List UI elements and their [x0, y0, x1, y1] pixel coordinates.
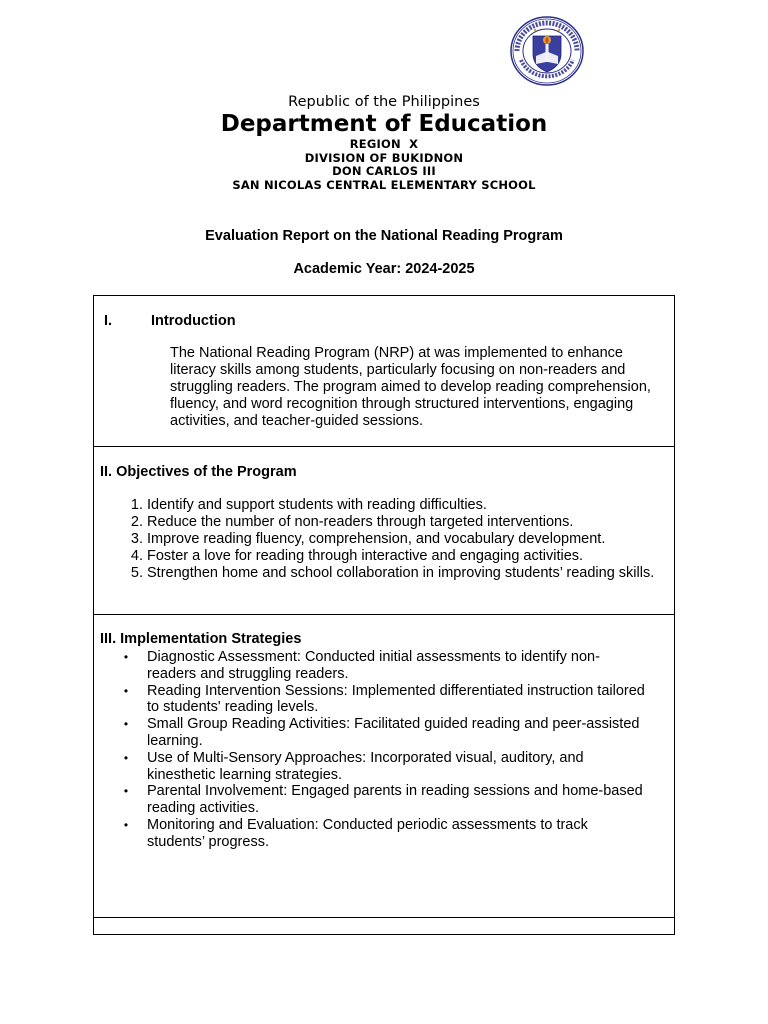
report-table — [93, 295, 675, 935]
strategy-text: Small Group Reading Activities: Facilitated guided reading and peer-assisted learning. — [147, 716, 640, 749]
objective-number: 2. — [130, 514, 143, 530]
objective-text: Reduce the number of non-readers through targeted interventions. — [147, 514, 574, 530]
strategy-text: Use of Multi-Sensory Approaches: Incorporated visual, auditory, and kinesthetic learning strategies. — [147, 749, 584, 783]
objective-text: Strengthen home and school collaboration in improving students’ reading skills. — [147, 565, 655, 581]
objective-item — [130, 531, 659, 548]
strategy-text: Monitoring and Evaluation: Conducted periodic assessments to track students’ progress. — [147, 816, 588, 850]
objective-text: Identify and support students with reading difficulties. — [147, 497, 487, 513]
strategy-item — [123, 783, 647, 817]
introduction-heading: Introduction — [151, 313, 236, 329]
strategy-item — [123, 682, 647, 717]
strategy-item — [123, 816, 647, 851]
department-title: Department of Education — [220, 111, 548, 137]
strategies-section — [94, 615, 674, 918]
objective-item — [130, 565, 659, 582]
introduction-number: I. — [104, 313, 113, 329]
bullet-icon: • — [123, 683, 129, 698]
objective-number: 1. — [130, 497, 143, 513]
school-name: SAN NICOLAS CENTRAL ELEMENTARY SCHOOL — [232, 178, 536, 192]
objective-number: 3. — [130, 531, 143, 547]
introduction-body: The National Reading Program (NRP) at was implemented to enhance literacy skills among students, particularly focusing on non-readers and struggling readers. The program aimed to develop reading comprehension, fluency, and word recognition through structured interventions, engaging activities, and teacher-guided sessions. — [170, 345, 651, 429]
objective-item — [130, 548, 659, 565]
bullet-icon: • — [123, 784, 129, 799]
strategy-item — [123, 749, 647, 784]
objective-number: 5. — [130, 565, 143, 581]
republic-line: Republic of the Philippines — [288, 94, 480, 110]
objective-item — [130, 497, 659, 514]
deped-seal-logo — [509, 16, 585, 86]
bullet-icon: • — [123, 717, 129, 732]
bullet-icon: • — [123, 817, 129, 832]
bullet-icon: • — [123, 650, 129, 664]
objectives-list — [130, 497, 659, 582]
objectives-heading: II. Objectives of the Program — [100, 464, 297, 480]
academic-year: Academic Year: 2024-2025 — [293, 261, 475, 277]
strategy-item — [123, 649, 647, 683]
strategy-text: Parental Involvement: Engaged parents in reading sessions and home-based reading activities. — [147, 783, 643, 817]
division-line: DIVISION OF BUKIDNON — [304, 151, 464, 165]
objective-item — [130, 514, 659, 531]
introduction-section — [94, 296, 674, 447]
region-line: REGION X — [349, 137, 419, 151]
strategy-text: Diagnostic Assessment: Conducted initial assessments to identify non-readers and struggling readers. — [147, 649, 600, 682]
objectives-section — [94, 447, 674, 615]
objective-text: Improve reading fluency, comprehension, and vocabulary development. — [147, 531, 606, 547]
strategies-heading: III. Implementation Strategies — [100, 631, 302, 647]
municipality-line: DON CARLOS III — [332, 164, 436, 178]
document-title: Evaluation Report on the National Reading Program — [205, 228, 563, 244]
strategies-list — [123, 649, 647, 851]
strategy-item — [123, 716, 647, 750]
bullet-icon: • — [123, 750, 129, 765]
objective-text: Foster a love for reading through interactive and engaging activities. — [147, 548, 584, 564]
strategy-text: Reading Intervention Sessions: Implemented differentiated instruction tailored to students' reading levels. — [147, 682, 645, 716]
objective-number: 4. — [130, 548, 143, 564]
